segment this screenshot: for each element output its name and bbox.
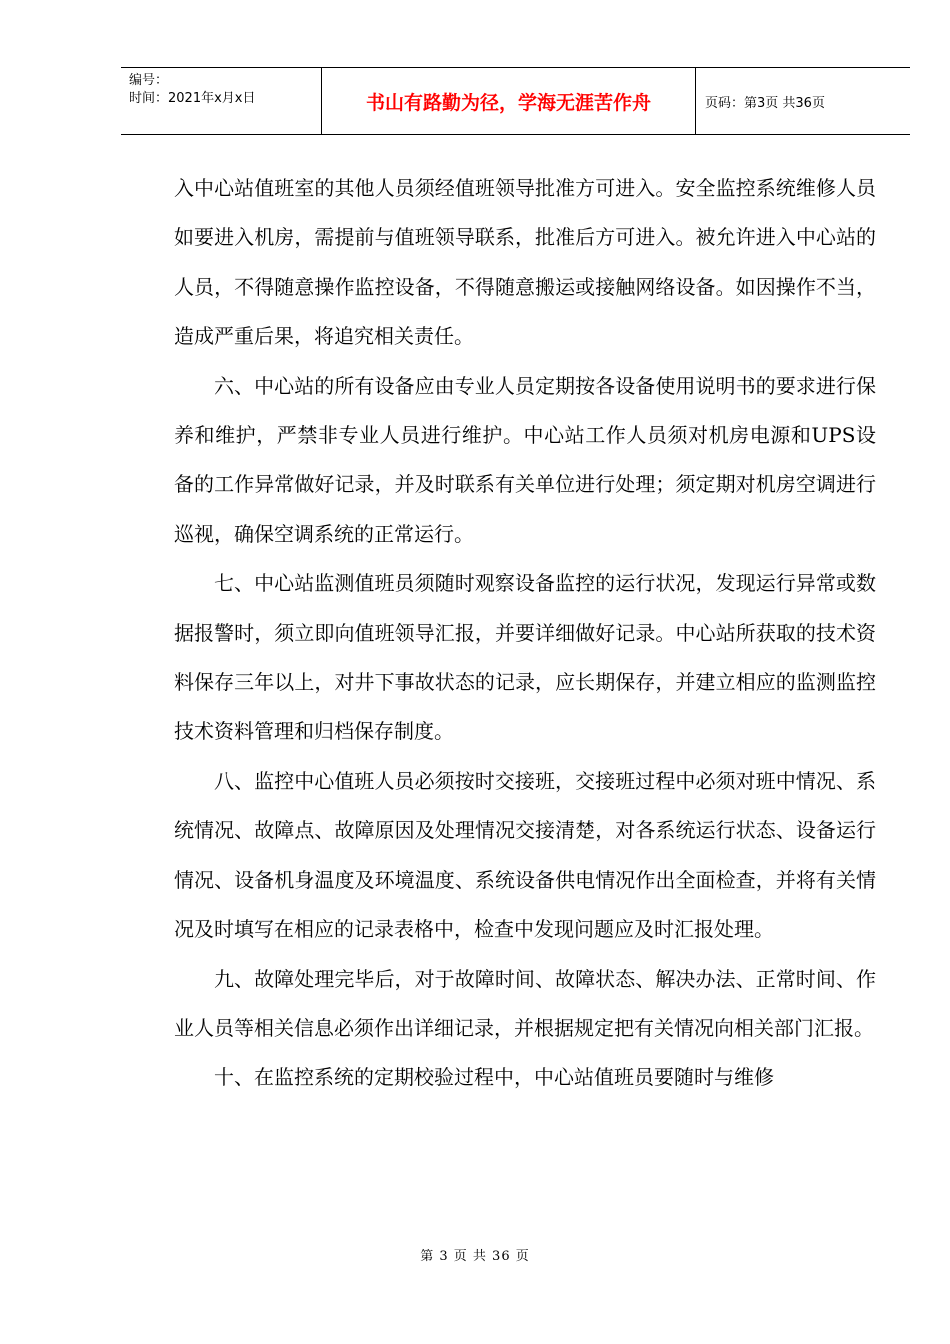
paragraph-continued: 入中心站值班室的其他人员须经值班领导批准方可进入。安全监控系统维修人员如要进入机房，需提前与值班领导联系，批准后方可进入。被允许进入中心站的人员，不得随意操作监控设备，不得随意搬运或接触网络设备。如因操作不当，造成严重后果，将追究相关责任。 xyxy=(174,176,876,349)
page-footer: 第 3 页 共 36 页 xyxy=(420,1249,530,1264)
number-label: 编号： xyxy=(129,73,169,88)
page-header xyxy=(121,67,910,135)
paragraph-10: 十、在监控系统的定期校验过程中，中心站值班员要随时与维修 xyxy=(214,1065,774,1090)
header-page-info: 页码：第3页 共36页 xyxy=(705,95,825,111)
time-label: 时间：2021年x月x日 xyxy=(129,91,256,106)
header-meta xyxy=(121,68,322,134)
header-motto: 书山有路勤为径，学海无涯苦作舟 xyxy=(322,68,696,134)
paragraph-6: 六、中心站的所有设备应由专业人员定期按各设备使用说明书的要求进行保养和维护，严禁非专业人员进行维护。中心站工作人员须对机房电源和UPS设备的工作异常做好记录，并及时联系有关单位进行处理；须定期对机房空调进行巡视，确保空调系统的正常运行。 xyxy=(174,373,876,546)
paragraph-7: 七、中心站监测值班员须随时观察设备监控的运行状况，发现运行异常或数据报警时，须立即向值班领导汇报，并要详细做好记录。中心站所获取的技术资料保存三年以上，对井下事故状态的记录，应长期保存，并建立相应的监测监控技术资料管理和归档保存制度。 xyxy=(174,571,876,744)
document-body xyxy=(174,164,876,1103)
paragraph-8: 八、监控中心值班人员必须按时交接班，交接班过程中必须对班中情况、系统情况、故障点、故障原因及处理情况交接清楚，对各系统运行状态、设备运行情况、设备机身温度及环境温度、系统设备供电情况作出全面检查，并将有关情况及时填写在相应的记录表格中，检查中发现问题应及时汇报处理。 xyxy=(174,768,876,942)
paragraph-9: 九、故障处理完毕后，对于故障时间、故障状态、解决办法、正常时间、作业人员等相关信息必须作出详细记录，并根据规定把有关情况向相关部门汇报。 xyxy=(174,966,876,1040)
